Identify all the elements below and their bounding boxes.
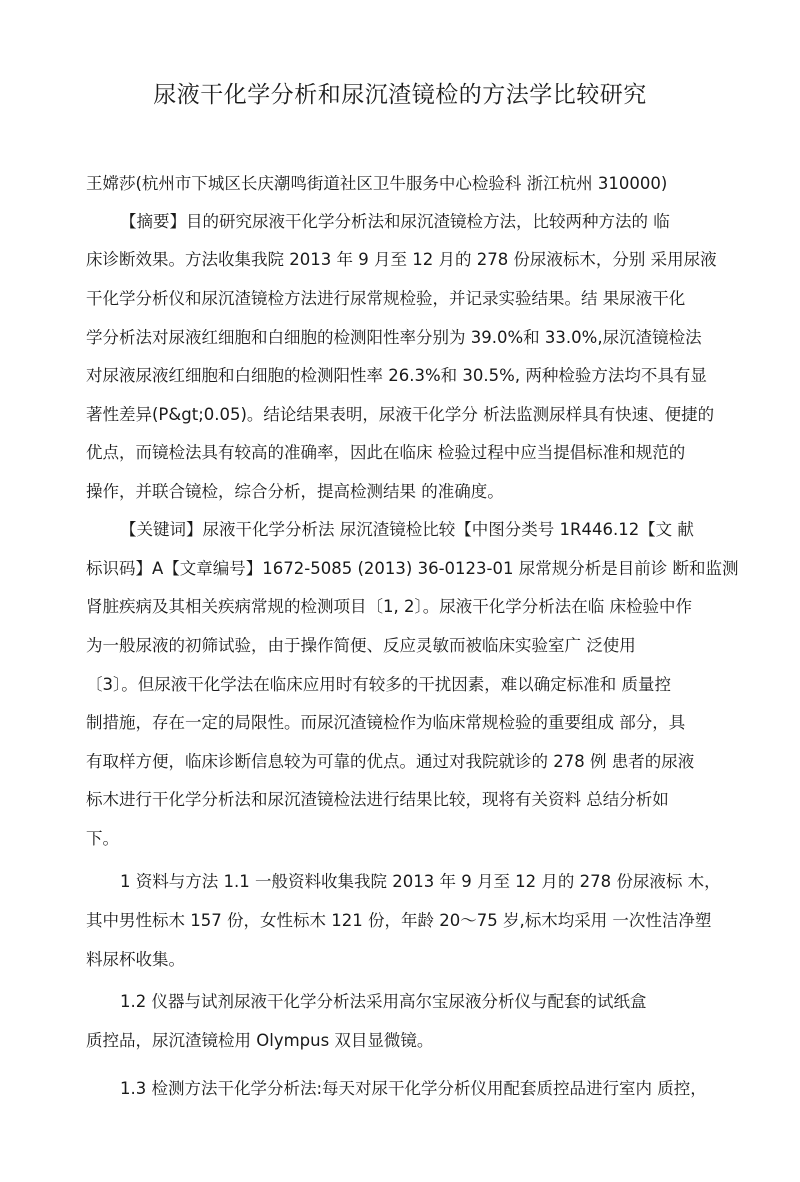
abstract-line: 操作，并联合镜检，综合分析，提高检测结果 的准确度。 xyxy=(86,482,504,501)
body-line: 下。 xyxy=(86,829,119,848)
section-1-2-line: 1.2 仪器与试剂尿液干化学分析法采用高尔宝尿液分析仪与配套的试纸盒 xyxy=(120,992,647,1011)
section-1-3-line: 1.3 检测方法干化学分析法:每天对尿干化学分析仪用配套质控品进行室内 质控， xyxy=(120,1079,707,1098)
body-line: 标识码】A【文章编号】1672-5085 (2013) 36-0123-01 尿常规分析是目前诊 断和监测 xyxy=(86,559,739,578)
author-affiliation-line: 王嫦莎(杭州市下城区长庆潮鸣街道社区卫牛服务中心检验科 浙江杭州 310000) xyxy=(86,174,668,193)
document-title: 尿液干化学分析和尿沉渣镜检的方法学比较研究 xyxy=(153,82,647,108)
body-line: 有取样方便，临床诊断信息较为可靠的优点。通过对我院就诊的 278 例 患者的尿液 xyxy=(86,752,695,771)
abstract-line: 学分析法对尿液红细胞和白细胞的检测阳性率分别为 39.0%和 33.0%,尿沉渣镜检法 xyxy=(86,328,702,347)
section-1-line: 料尿杯收集。 xyxy=(86,950,185,969)
body-line: 肾脏疾病及其相关疾病常规的检测项目〔1, 2〕。尿液干化学分析法在临 床检验中作 xyxy=(86,597,692,616)
body-line: 制措施，存在一定的局限性。而尿沉渣镜检作为临床常规检验的重要组成 部分，具 xyxy=(86,713,686,732)
section-1-2-line: 质控品，尿沉渣镜检用 Olympus 双目显微镜。 xyxy=(86,1031,434,1050)
body-line: 〔3〕。但尿液干化学法在临床应用时有较多的干扰因素，难以确定标准和 质量控 xyxy=(86,675,671,694)
abstract-line: 干化学分析仪和尿沉渣镜检方法进行尿常规检验，并记录实验结果。结 果尿液干化 xyxy=(86,289,686,308)
abstract-line: 著性差异(P&gt;0.05)。结论结果表明，尿液干化学分 析法监测尿样具有快速、便捷的 xyxy=(86,405,715,424)
keywords-line: 【关键词】尿液干化学分析法 尿沉渣镜检比较【中图分类号 1R446.12【文 献 xyxy=(120,520,694,539)
abstract-line: 【摘要】目的研究尿液干化学分析法和尿沉渣镜检方法，比较两种方法的 临 xyxy=(120,212,670,231)
abstract-line: 优点，而镜检法具有较高的准确率，因此在临床 检验过程中应当提倡标准和规范的 xyxy=(86,443,686,462)
section-1-line: 1 资料与方法 1.1 一般资料收集我院 2013 年 9 月至 12 月的 278 份尿液标 木， xyxy=(120,872,721,891)
abstract-line: 对尿液尿液红细胞和白细胞的检测阳性率 26.3%和 30.5%, 两种检验方法均不具有显 xyxy=(86,366,707,385)
section-1-line: 其中男性标木 157 份，女性标木 121 份，年龄 20～75 岁,标木均采用 一次性洁净塑 xyxy=(86,911,712,930)
body-line: 为一般尿液的初筛试验，由于操作简便、反应灵敏而被临床实验室广 泛使用 xyxy=(86,636,636,655)
abstract-line: 床诊断效果。方法收集我院 2013 年 9 月至 12 月的 278 份尿液标木，分别 采用尿液 xyxy=(86,250,717,269)
body-line: 标木进行干化学分析法和尿沉渣镜检法进行结果比较，现将有关资料 总结分析如 xyxy=(86,790,669,809)
